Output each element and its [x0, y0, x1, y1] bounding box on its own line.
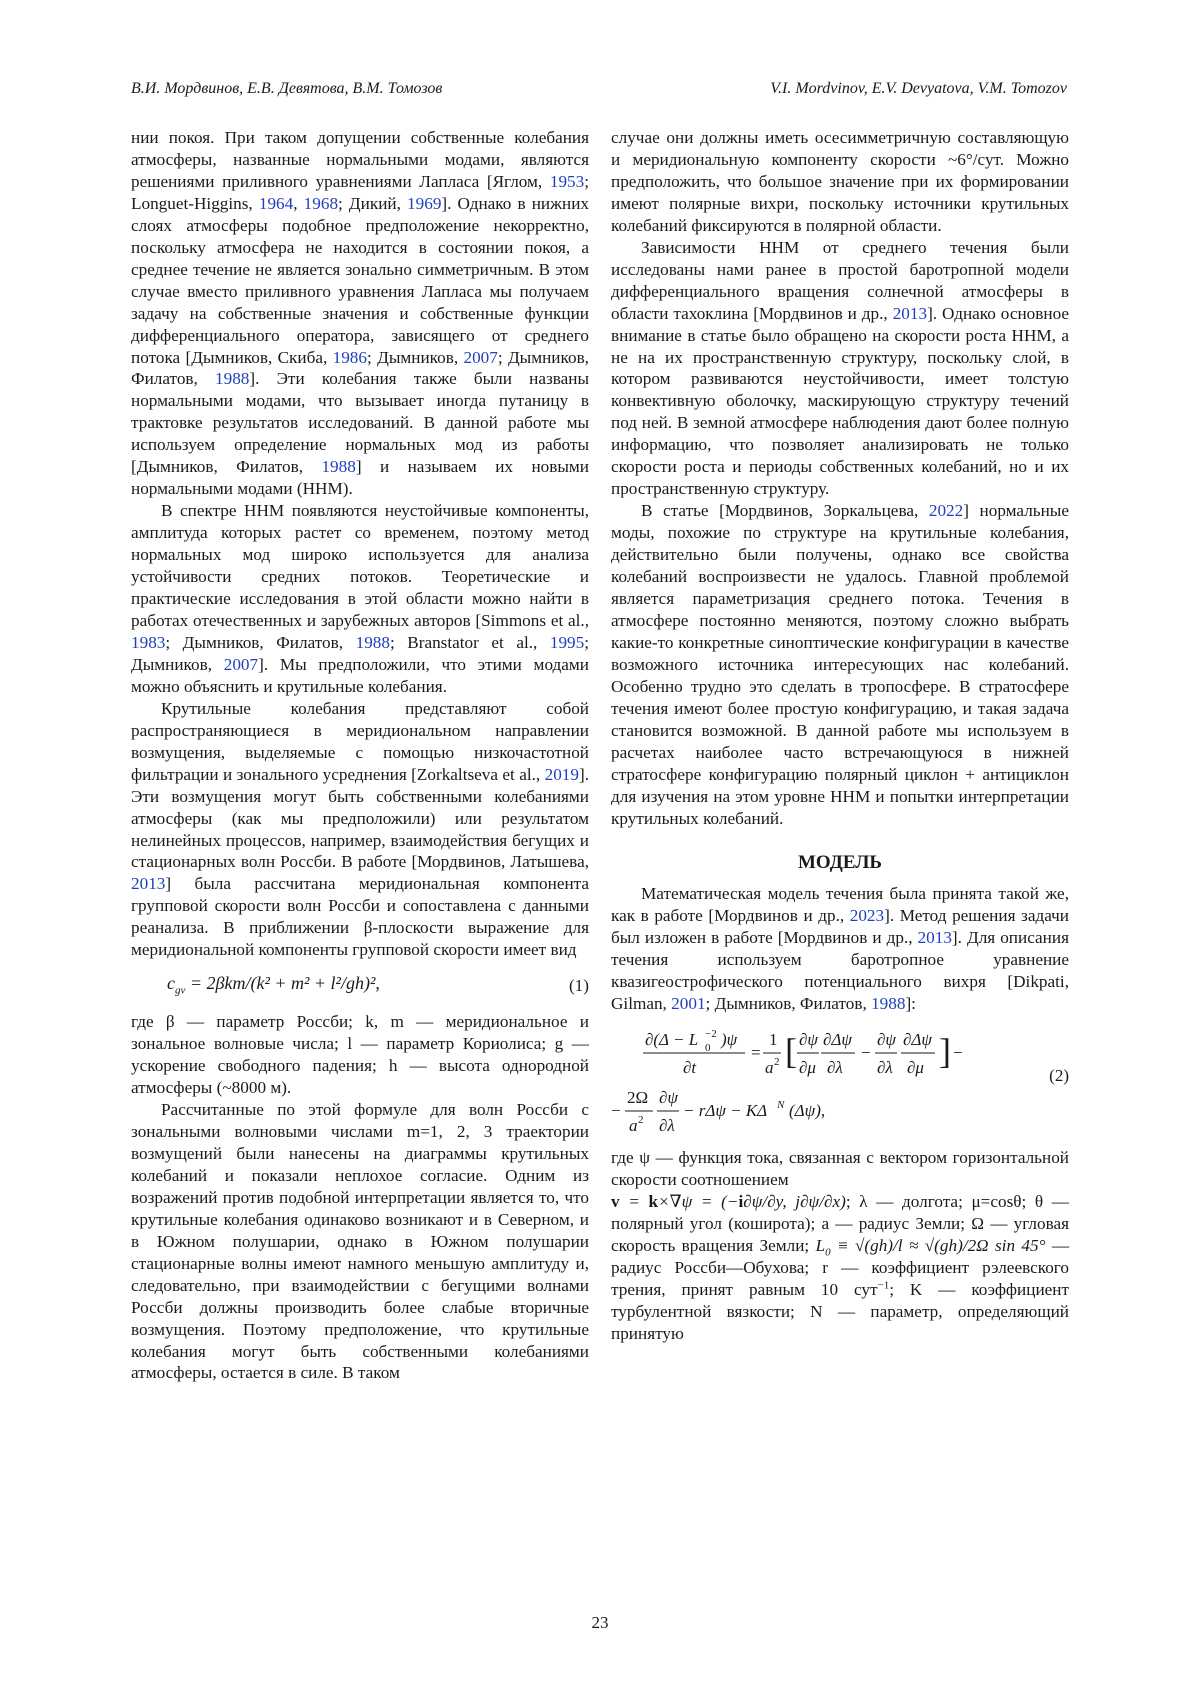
velocity-formula: v = k×∇ψ = (−i∂ψ/∂y, j∂ψ/∂x)	[611, 1192, 846, 1212]
citation-link[interactable]: 2001	[671, 994, 706, 1014]
svg-text:a: a	[629, 1116, 638, 1136]
paragraph: где β — параметр Россби; k, m — меридиональное и зональное волновые числа; l — параметр Кориолиса; g — ускорение свободного падения; h — высота однородной атмосферы (~8000 м).	[131, 1012, 589, 1098]
svg-text:∂ψ: ∂ψ	[799, 1030, 818, 1050]
citation-link[interactable]: 1964	[258, 193, 294, 213]
paragraph: Математическая модель течения была принята такой же, как в работе [Мордвинов и др., 2023]. Метод решения задачи был изложен в работе [Мордвинов и др., 2013]. Для описания течения используем баротропное уравнение квазигеострофического потенциального вихря [Dikpati, Gilman, 2001; Дымников, Филатов, 1988]:	[611, 884, 1069, 1014]
svg-text:2Ω: 2Ω	[627, 1088, 649, 1108]
citation-link[interactable]: 2013	[917, 928, 952, 948]
svg-text:−: −	[861, 1043, 871, 1063]
equation-2	[611, 1021, 1069, 1139]
svg-text:−: −	[611, 1101, 621, 1121]
svg-text:∂ψ: ∂ψ	[877, 1030, 896, 1050]
svg-text:2: 2	[638, 1114, 644, 1127]
svg-text:∂λ: ∂λ	[827, 1058, 843, 1078]
equation-1	[131, 971, 589, 1003]
svg-text:∂(Δ − L: ∂(Δ − L	[645, 1030, 699, 1050]
svg-text:∂λ: ∂λ	[877, 1058, 893, 1078]
paragraph: случае они должны иметь осесимметричную составляющую и меридиональную компоненту скорости ~6°/сут. Можно предположить, что большое значение при их формировании имеют полярные вихри, поскольку источники крутильных колебаний фиксируются в полярной области.	[611, 128, 1069, 235]
page-number: 23	[591, 1613, 609, 1632]
svg-text:1: 1	[769, 1030, 778, 1050]
equation-1-body: $c_{gv} = 2\beta km/(k^2 + m^2 + l^2/gh)^2$,	[167, 973, 380, 997]
paragraph: Рассчитанные по этой формуле для волн Россби с зональными волновыми числами m=1, 2, 3 траектории возмущений были нанесены на диаграммы крутильных колебаний и показали неплохое согласие. Одним из возражений против подобной интерпретации является то, что крутильные колебания одинаково возникают и в Северном, и в Южном полушарии, однако в Южном полушарии стационарные волны имеют намного меньшую амплитуду и, следовательно, при взаимодействии с бегущими волнами Россби должны производить более слабые вторичные возмущения. Поэтому предположение, что крутильные колебания могут быть собственными колебаниями атмосферы, остается в силе. В таком	[131, 1100, 589, 1383]
citation-link[interactable]: 2023	[849, 906, 885, 926]
svg-text:∂ψ: ∂ψ	[659, 1088, 678, 1108]
svg-text:N: N	[777, 1099, 785, 1112]
svg-text:)ψ: )ψ	[721, 1030, 738, 1050]
citation-link[interactable]: 1995	[549, 632, 585, 652]
paragraph: где ψ — функция тока, связанная с вектором горизонтальной скорости соотношением	[611, 1148, 1069, 1190]
paragraph: Крутильные колебания представляют собой распространяющиеся в меридиональном направлении возмущения, выделяемые с помощью низкочастотной фильтрации и зонального усреднения [Zorkaltseva et al., 2019]. Эти возмущения могут быть собственными колебаниями атмосферы (как мы предположили) или результатом нелинейных процессов, например, взаимодействия бегущих и стационарных волн Россби. В работе [Мордвинов, Латышева, 2013] была рассчитана меридиональная компонента групповой скорости волн Россби и сопоставлена с данными реанализа. В приближении β-плоскости выражение для меридиональной компоненты групповой скорости имеет вид	[131, 698, 589, 960]
citation-link[interactable]: 1969	[407, 193, 442, 213]
running-header-authors-en: V.I. Mordvinov, E.V. Devyatova, V.M. Tomozov	[770, 80, 1067, 97]
svg-text:0: 0	[705, 1042, 711, 1055]
citation-link[interactable]: 2022	[928, 501, 964, 521]
svg-text:[: [	[785, 1031, 797, 1072]
citation-link[interactable]: 2013	[131, 874, 166, 894]
paragraph: Зависимости ННМ от среднего течения были исследованы нами ранее в простой баротропной модели дифференциального вращения солнечной атмосферы в области тахоклина [Мордвинов и др., 2013]. Однако основное внимание в статье было обращено на скорости роста ННМ, а не на их пространственную структуру, поскольку слой, в котором развиваются неустойчивости, имеет толстую конвективную оболочку, маскирующую структуру течений под ней. В земной атмосфере наблюдения дают более полную информацию, что позволяет анализировать не только скорости роста и периоды собственных колебаний, но и их пространственную структуру.	[611, 237, 1070, 499]
equation-1-number: (1)	[568, 976, 589, 996]
svg-text:=: =	[751, 1043, 761, 1063]
right-column	[611, 127, 1069, 1345]
svg-text:−: −	[953, 1043, 963, 1063]
svg-text:2: 2	[774, 1056, 780, 1069]
svg-text:(Δψ),: (Δψ),	[789, 1101, 826, 1121]
svg-text:a: a	[765, 1058, 774, 1078]
svg-text:∂μ: ∂μ	[907, 1058, 924, 1078]
svg-text:]: ]	[939, 1031, 951, 1072]
citation-link[interactable]: 1983	[131, 632, 166, 652]
svg-text:∂t: ∂t	[683, 1058, 697, 1078]
equation-2-formula	[611, 1021, 1011, 1139]
citation-link[interactable]: 1988	[215, 369, 250, 389]
citation-link[interactable]: 1986	[332, 347, 367, 367]
paragraph: v = k×∇ψ = (−i∂ψ/∂y, j∂ψ/∂x); λ — долгота; μ=cosθ; θ — полярный угол (коширота); a — радиус Земли; Ω — угловая скорость вращения Земли; $L_0 \equiv √(gh)/l \approx √(gh)/2\Omega$ sin 45° — радиус Россби—Обухова; r — коэффициент рэлеевского трения, принят равным 10 сут$^{-1}$; K — коэффициент турбулентной вязкости; N — параметр, определяющий принятую	[611, 1192, 1070, 1343]
citation-link[interactable]: 2007	[463, 347, 498, 367]
svg-text:∂Δψ: ∂Δψ	[903, 1030, 932, 1050]
svg-text:∂Δψ: ∂Δψ	[823, 1030, 852, 1050]
equation-2-number: (2)	[1049, 1066, 1069, 1086]
svg-text:− rΔψ − KΔ: − rΔψ − KΔ	[683, 1101, 768, 1121]
citation-link[interactable]: 2013	[892, 303, 928, 323]
paragraph: нии покоя. При таком допущении собственные колебания атмосферы, названные нормальными модами, являются решениями приливного уравнениями Лапласа [Яглом, 1953; Longuet-Higgins, 1964, 1968; Дикий, 1969]. Однако в нижних слоях атмосферы подобное предположение некорректно, поскольку атмосфера не находится в состоянии покоя, а среднее течение не является зонально симметричным. В этом случае вместо приливного уравнения Лапласа мы получаем задачу на собственные значения и собственные функции дифференциального оператора, зависящего от среднего потока [Дымников, Скиба, 1986; Дымников, 2007; Дымников, Филатов, 1988]. Эти колебания также были названы нормальными модами, что вызывает иногда путаницу в трактовке результатов исследований. В данной работе мы используем определение нормальных мод из работы [Дымников, Филатов, 1988] и называем их новыми нормальными модами (ННМ).	[131, 128, 590, 499]
citation-link[interactable]: 1988	[871, 994, 906, 1014]
citation-link[interactable]: 2007	[223, 654, 259, 674]
citation-link[interactable]: 1988	[321, 457, 356, 477]
svg-text:∂μ: ∂μ	[799, 1058, 816, 1078]
paragraph: В спектре ННМ появляются неустойчивые компоненты, амплитуда которых растет со временем, поэтому метод нормальных мод широко используется для анализа устойчивости средних потоков. Теоретические и практические исследования в этой области можно найти в работах отечественных и зарубежных авторов [Simmons et al., 1983; Дымников, Филатов, 1988; Branstator et al., 1995; Дымников, 2007]. Мы предположили, что этими модами можно объяснить и крутильные колебания.	[131, 501, 589, 696]
citation-link[interactable]: 1953	[549, 171, 585, 191]
running-header-authors-ru: В.И. Мордвинов, Е.В. Девятова, В.М. Томозов	[131, 80, 443, 97]
svg-text:−2: −2	[705, 1028, 717, 1041]
rossby-radius-formula: $L_0 \equiv √(gh)/l \approx √(gh)/2\Omega$ sin 45°	[815, 1235, 1046, 1259]
citation-link[interactable]: 2019	[544, 764, 579, 784]
citation-link[interactable]: 1968	[303, 193, 339, 213]
svg-text:∂λ: ∂λ	[659, 1116, 675, 1136]
paragraph: В статье [Мордвинов, Зоркальцева, 2022] нормальные моды, похожие по структуре на крутильные колебания, действительно были получены, однако все свойства колебаний воспроизвести не удалось. Главной проблемой является параметризация среднего потока. Течения в атмосфере постоянно меняются, поэтому сложно выбрать какие-то конкретные синоптические конфигурации в качестве возможного источника интересующих нас колебаний. Особенно трудно это сделать в тропосфере. В стратосфере течения имеют более простую конфигурацию, и такая задача становится возможной. В данной работе мы используем в расчетах наиболее часто встречающуюся в нижней стратосфере конфигурацию полярный циклон + антициклон для изучения на этом уровне ННМ и попытки интерпретации крутильных колебаний.	[611, 501, 1069, 828]
section-heading: МОДЕЛЬ	[798, 851, 882, 873]
citation-link[interactable]: 1988	[355, 632, 390, 652]
left-column	[131, 127, 589, 1384]
